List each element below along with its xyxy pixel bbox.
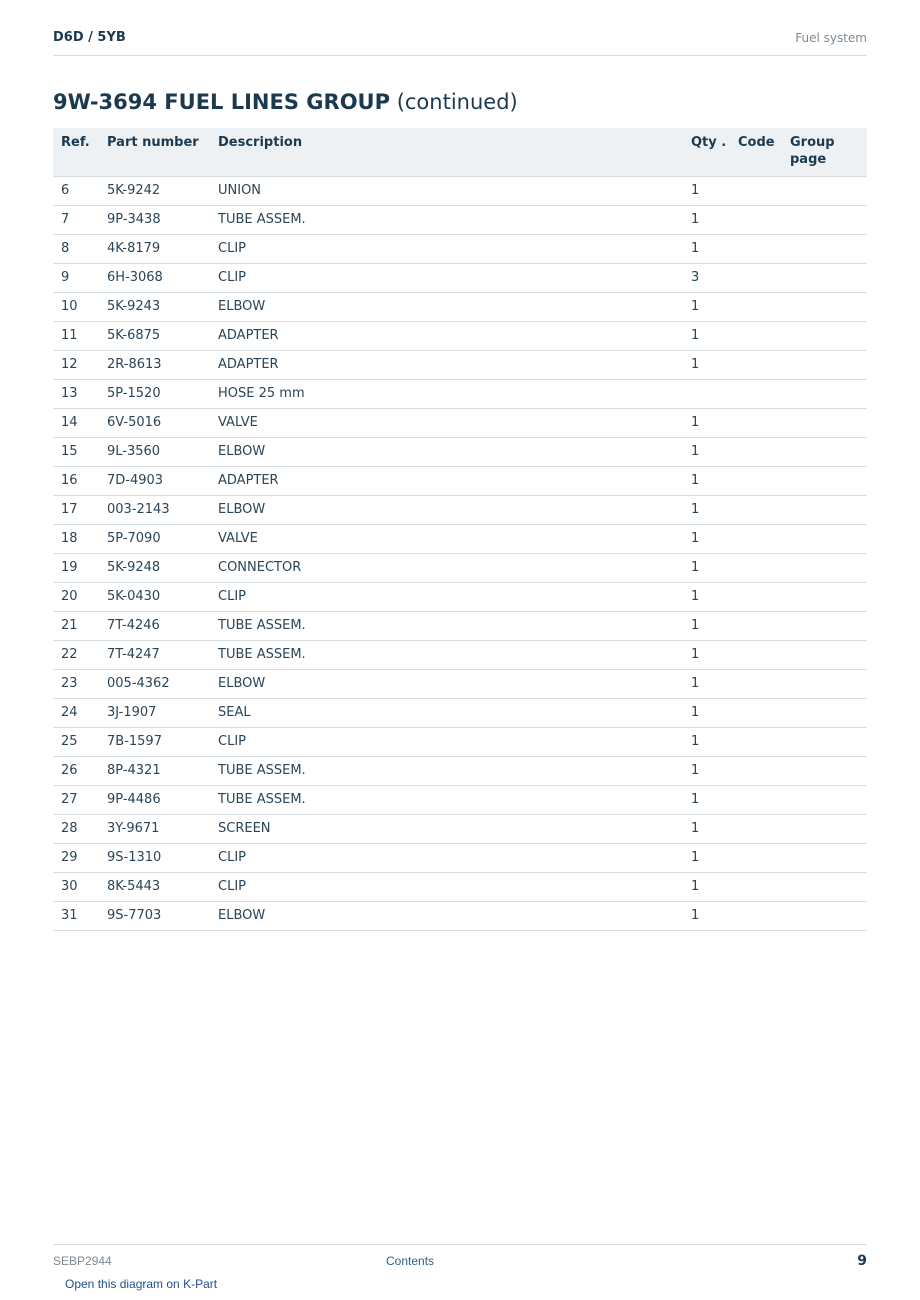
qty-cell: 3 [683, 264, 730, 293]
table-row [53, 670, 867, 699]
qty-cell: 1 [683, 554, 730, 583]
part-number-cell: 003-2143 [99, 496, 210, 525]
qty-cell: 1 [683, 612, 730, 641]
table-row [53, 699, 867, 728]
code-cell [730, 728, 782, 757]
group-page-cell [782, 322, 867, 351]
table-row [53, 293, 867, 322]
qty-cell: 1 [683, 786, 730, 815]
table-row [53, 844, 867, 873]
table-row [53, 757, 867, 786]
description-cell: VALVE [210, 525, 683, 554]
description-cell: ELBOW [210, 438, 683, 467]
ref-cell: 10 [53, 293, 99, 322]
part-number-cell: 5P-7090 [99, 525, 210, 554]
description-cell: SEAL [210, 699, 683, 728]
ref-cell: 17 [53, 496, 99, 525]
description-cell: TUBE ASSEM. [210, 786, 683, 815]
table-row [53, 409, 867, 438]
ref-cell: 19 [53, 554, 99, 583]
group-page-cell [782, 902, 867, 931]
part-number-cell: 7B-1597 [99, 728, 210, 757]
column-header-group-page: Group page [782, 128, 867, 177]
part-number-cell: 8P-4321 [99, 757, 210, 786]
column-header-qty: Qty . [683, 128, 730, 177]
ref-cell: 12 [53, 351, 99, 380]
group-page-cell [782, 786, 867, 815]
table-row [53, 902, 867, 931]
description-cell: ELBOW [210, 902, 683, 931]
group-page-cell [782, 351, 867, 380]
group-page-cell [782, 641, 867, 670]
part-number-cell: 3J-1907 [99, 699, 210, 728]
qty-cell: 1 [683, 902, 730, 931]
qty-cell: 1 [683, 844, 730, 873]
table-row [53, 554, 867, 583]
qty-cell [683, 380, 730, 409]
ref-cell: 25 [53, 728, 99, 757]
table-row [53, 206, 867, 235]
ref-cell: 22 [53, 641, 99, 670]
table-row [53, 264, 867, 293]
group-page-cell [782, 757, 867, 786]
page-title [53, 90, 518, 114]
table-row [53, 322, 867, 351]
ref-cell: 20 [53, 583, 99, 612]
qty-cell: 1 [683, 583, 730, 612]
table-row [53, 728, 867, 757]
ref-cell: 11 [53, 322, 99, 351]
qty-cell: 1 [683, 351, 730, 380]
code-cell [730, 177, 782, 206]
code-cell [730, 757, 782, 786]
code-cell [730, 351, 782, 380]
ref-cell: 8 [53, 235, 99, 264]
table-row [53, 815, 867, 844]
code-cell [730, 815, 782, 844]
code-cell [730, 206, 782, 235]
code-cell [730, 438, 782, 467]
group-page-cell [782, 873, 867, 902]
table-row [53, 438, 867, 467]
code-cell [730, 786, 782, 815]
group-page-cell [782, 380, 867, 409]
group-page-cell [782, 612, 867, 641]
table-row [53, 786, 867, 815]
part-number-cell: 9P-4486 [99, 786, 210, 815]
code-cell [730, 641, 782, 670]
qty-cell: 1 [683, 235, 730, 264]
code-cell [730, 293, 782, 322]
qty-cell: 1 [683, 757, 730, 786]
code-cell [730, 235, 782, 264]
group-page-cell [782, 815, 867, 844]
qty-cell: 1 [683, 873, 730, 902]
qty-cell: 1 [683, 322, 730, 351]
group-page-cell [782, 177, 867, 206]
qty-cell: 1 [683, 206, 730, 235]
part-number-cell: 5P-1520 [99, 380, 210, 409]
part-number-cell: 5K-9242 [99, 177, 210, 206]
qty-cell: 1 [683, 699, 730, 728]
code-cell [730, 264, 782, 293]
part-number-cell: 2R-8613 [99, 351, 210, 380]
description-cell: CONNECTOR [210, 554, 683, 583]
open-diagram-link[interactable]: Open this diagram on K-Part [65, 1277, 218, 1291]
qty-cell: 1 [683, 409, 730, 438]
group-page-cell [782, 409, 867, 438]
code-cell [730, 699, 782, 728]
column-header-ref: Ref. [53, 128, 99, 177]
column-header-code: Code [730, 128, 782, 177]
table-row [53, 612, 867, 641]
group-page-cell [782, 583, 867, 612]
ref-cell: 24 [53, 699, 99, 728]
ref-cell: 27 [53, 786, 99, 815]
code-cell [730, 322, 782, 351]
ref-cell: 15 [53, 438, 99, 467]
part-number-cell: 9P-3438 [99, 206, 210, 235]
group-page-cell [782, 293, 867, 322]
part-number-cell: 6H-3068 [99, 264, 210, 293]
group-page-cell [782, 206, 867, 235]
table-row [53, 525, 867, 554]
group-page-cell [782, 699, 867, 728]
ref-cell: 14 [53, 409, 99, 438]
description-cell: CLIP [210, 264, 683, 293]
group-page-cell [782, 496, 867, 525]
description-cell: HOSE 25 mm [210, 380, 683, 409]
description-cell: TUBE ASSEM. [210, 206, 683, 235]
part-number-cell: 5K-9243 [99, 293, 210, 322]
ref-cell: 21 [53, 612, 99, 641]
part-number-cell: 005-4362 [99, 670, 210, 699]
qty-cell: 1 [683, 496, 730, 525]
continued-label: (continued) [396, 90, 518, 114]
group-page-cell [782, 670, 867, 699]
description-cell: ADAPTER [210, 322, 683, 351]
qty-cell: 1 [683, 728, 730, 757]
table-row [53, 467, 867, 496]
description-cell: TUBE ASSEM. [210, 757, 683, 786]
part-number-cell: 9S-7703 [99, 902, 210, 931]
description-cell: CLIP [210, 873, 683, 902]
ref-cell: 13 [53, 380, 99, 409]
qty-cell: 1 [683, 815, 730, 844]
ref-cell: 31 [53, 902, 99, 931]
group-page-cell [782, 844, 867, 873]
ref-cell: 9 [53, 264, 99, 293]
part-number-cell: 9L-3560 [99, 438, 210, 467]
description-cell: CLIP [210, 844, 683, 873]
group-page-cell [782, 264, 867, 293]
ref-cell: 28 [53, 815, 99, 844]
qty-cell: 1 [683, 293, 730, 322]
document-id: SEBP2944 [53, 1254, 112, 1268]
part-number-cell: 7D-4903 [99, 467, 210, 496]
description-cell: TUBE ASSEM. [210, 612, 683, 641]
group-page-cell [782, 525, 867, 554]
part-number-cell: 9S-1310 [99, 844, 210, 873]
qty-cell: 1 [683, 177, 730, 206]
group-page-cell [782, 235, 867, 264]
code-cell [730, 844, 782, 873]
code-cell [730, 380, 782, 409]
table-row [53, 496, 867, 525]
description-cell: CLIP [210, 235, 683, 264]
ref-cell: 7 [53, 206, 99, 235]
ref-cell: 18 [53, 525, 99, 554]
code-cell [730, 902, 782, 931]
code-cell [730, 583, 782, 612]
model-label: D6D / 5YB [53, 30, 126, 45]
group-page-cell [782, 438, 867, 467]
qty-cell: 1 [683, 467, 730, 496]
contents-link[interactable]: Contents [386, 1254, 435, 1268]
qty-cell: 1 [683, 670, 730, 699]
part-number-cell: 5K-9248 [99, 554, 210, 583]
qty-cell: 1 [683, 525, 730, 554]
code-cell [730, 873, 782, 902]
group-title: 9W-3694 FUEL LINES GROUP [53, 90, 390, 114]
group-page-cell [782, 728, 867, 757]
description-cell: CLIP [210, 728, 683, 757]
page-number: 9 [857, 1253, 867, 1269]
table-row [53, 235, 867, 264]
code-cell [730, 554, 782, 583]
code-cell [730, 409, 782, 438]
code-cell [730, 496, 782, 525]
code-cell [730, 670, 782, 699]
ref-cell: 29 [53, 844, 99, 873]
description-cell: ELBOW [210, 670, 683, 699]
qty-cell: 1 [683, 438, 730, 467]
part-number-cell: 6V-5016 [99, 409, 210, 438]
table-row [53, 583, 867, 612]
description-cell: UNION [210, 177, 683, 206]
table-header-row [53, 128, 867, 177]
table-row [53, 873, 867, 902]
code-cell [730, 525, 782, 554]
description-cell: CLIP [210, 583, 683, 612]
part-number-cell: 8K-5443 [99, 873, 210, 902]
part-number-cell: 7T-4246 [99, 612, 210, 641]
page-footer [53, 1244, 867, 1275]
table-row [53, 351, 867, 380]
ref-cell: 6 [53, 177, 99, 206]
ref-cell: 16 [53, 467, 99, 496]
code-cell [730, 612, 782, 641]
table-row [53, 177, 867, 206]
part-number-cell: 7T-4247 [99, 641, 210, 670]
column-header-part-number: Part number [99, 128, 210, 177]
ref-cell: 30 [53, 873, 99, 902]
column-header-description: Description [210, 128, 683, 177]
parts-table [53, 128, 867, 931]
ref-cell: 23 [53, 670, 99, 699]
parts-table-body [53, 177, 867, 931]
description-cell: ADAPTER [210, 351, 683, 380]
description-cell: SCREEN [210, 815, 683, 844]
table-row [53, 641, 867, 670]
description-cell: ELBOW [210, 496, 683, 525]
group-page-cell [782, 554, 867, 583]
group-page-cell [782, 467, 867, 496]
description-cell: ELBOW [210, 293, 683, 322]
part-number-cell: 5K-0430 [99, 583, 210, 612]
code-cell [730, 467, 782, 496]
part-number-cell: 5K-6875 [99, 322, 210, 351]
description-cell: VALVE [210, 409, 683, 438]
qty-cell: 1 [683, 641, 730, 670]
ref-cell: 26 [53, 757, 99, 786]
part-number-cell: 4K-8179 [99, 235, 210, 264]
description-cell: ADAPTER [210, 467, 683, 496]
part-number-cell: 3Y-9671 [99, 815, 210, 844]
description-cell: TUBE ASSEM. [210, 641, 683, 670]
section-name: Fuel system [795, 31, 867, 45]
table-row [53, 380, 867, 409]
page-header [53, 28, 867, 56]
